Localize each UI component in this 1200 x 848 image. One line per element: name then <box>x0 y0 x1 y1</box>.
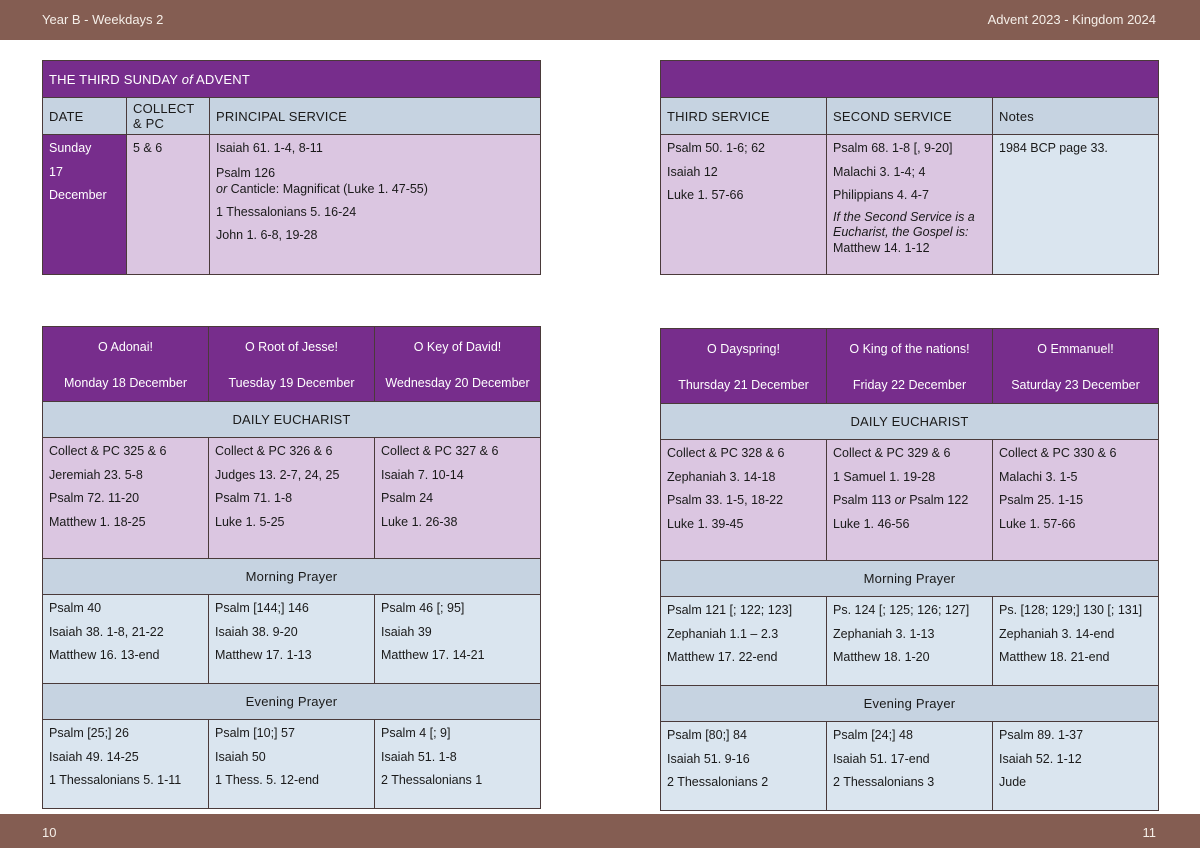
reading-line: Isaiah 51. 17-end <box>833 751 930 766</box>
evening-cell-monday <box>43 720 209 809</box>
second-service-cell <box>827 135 993 275</box>
evening-cell-thursday <box>661 722 827 811</box>
psalm-text: Psalm 113 <box>833 493 895 507</box>
day-header-saturday <box>993 329 1159 404</box>
reading-line: Psalm 46 [; 95] <box>381 601 465 615</box>
reading-line: Collect & PC 330 & 6 <box>999 446 1117 460</box>
day-date: Thursday 21 December <box>678 378 809 392</box>
eucharist-cell-wednesday <box>375 438 541 559</box>
day-header-friday <box>827 329 993 404</box>
sunday-date-cell <box>43 135 127 275</box>
reading-line: Psalm [25;] 26 <box>49 726 129 740</box>
reading-line: Psalm 4 [; 9] <box>381 726 451 740</box>
col-third-service-header: THIRD SERVICE <box>661 98 827 135</box>
note-text: 1984 BCP page 33. <box>999 141 1108 155</box>
day-header-thursday <box>661 329 827 404</box>
footer-band <box>0 814 1200 848</box>
evening-cell-friday <box>827 722 993 811</box>
antiphon: O Dayspring! <box>707 342 780 356</box>
reading-line: Psalm 68. 1-8 [, 9-20] <box>833 141 953 155</box>
col-notes-header: Notes <box>993 98 1159 135</box>
psalm-alt-text: Psalm 122 <box>905 493 969 507</box>
reading-line: Jeremiah 23. 5-8 <box>49 467 143 482</box>
antiphon: O Key of David! <box>413 340 502 354</box>
morning-cell-monday <box>43 595 209 684</box>
date-day: Sunday <box>49 141 92 155</box>
col-second-service-header: SECOND SERVICE <box>827 98 993 135</box>
reading-line: Collect & PC 327 & 6 <box>381 444 499 458</box>
reading-line: Isaiah 7. 10-14 <box>381 467 464 482</box>
reading-line: Zephaniah 3. 14-end <box>999 626 1115 641</box>
evening-prayer-label: Evening Prayer <box>43 684 541 720</box>
page-number-left: 10 <box>42 825 57 840</box>
reading-line: Isaiah 50 <box>215 749 266 764</box>
eucharist-cell-friday <box>827 440 993 561</box>
second-service-note: If the Second Service is a <box>833 209 975 224</box>
reading-line: Isaiah 52. 1-12 <box>999 751 1082 766</box>
reading-line: Isaiah 12 <box>667 164 718 179</box>
reading-line: Psalm [10;] 57 <box>215 726 295 740</box>
col-collect-header-line1: COLLECT <box>133 100 195 116</box>
reading-line: Malachi 3. 1-5 <box>999 469 1078 484</box>
reading-line: Matthew 17. 22-end <box>667 650 778 664</box>
eucharist-cell-saturday <box>993 440 1159 561</box>
reading-line <box>833 489 986 513</box>
reading-line: Luke 1. 57-66 <box>667 188 744 202</box>
daily-eucharist-label: DAILY EUCHARIST <box>43 402 541 438</box>
reading-line: Matthew 17. 1-13 <box>215 648 312 662</box>
reading-line: 2 Thessalonians 2 <box>667 775 769 789</box>
reading-line: Isaiah 38. 1-8, 21-22 <box>49 624 164 639</box>
reading-line: Psalm 121 [; 122; 123] <box>667 603 793 617</box>
evening-cell-tuesday <box>209 720 375 809</box>
reading-line: Psalm 71. 1-8 <box>215 491 293 505</box>
sunday-title-italic: of <box>181 71 193 87</box>
reading-line: Luke 1. 46-56 <box>833 516 910 531</box>
reading-line: Psalm [24;] 48 <box>833 728 913 742</box>
reading-line <box>216 181 534 197</box>
daily-eucharist-label: DAILY EUCHARIST <box>661 404 1159 440</box>
sunday-title-suffix: ADVENT <box>192 71 250 87</box>
morning-prayer-label: Morning Prayer <box>661 561 1159 597</box>
header-left-text: Year B - Weekdays 2 <box>42 12 164 27</box>
date-number: 17 <box>49 164 63 179</box>
evening-cell-saturday <box>993 722 1159 811</box>
day-date: Tuesday 19 December <box>228 376 355 390</box>
or-word: or <box>894 493 906 507</box>
reading-line: Luke 1. 57-66 <box>999 516 1076 531</box>
reading-line: Collect & PC 328 & 6 <box>667 446 785 460</box>
reading-line: John 1. 6-8, 19-28 <box>216 228 318 242</box>
reading-line: Collect & PC 325 & 6 <box>49 444 167 458</box>
reading-line: Luke 1. 5-25 <box>215 514 285 529</box>
morning-cell-saturday <box>993 597 1159 686</box>
reading-line: Malachi 3. 1-4; 4 <box>833 164 926 179</box>
reading-line: Matthew 16. 13-end <box>49 648 160 662</box>
reading-line: 2 Thessalonians 1 <box>381 773 483 787</box>
date-month: December <box>49 188 107 202</box>
reading-line: Zephaniah 3. 14-18 <box>667 469 776 484</box>
reading-line: 1 Thessalonians 5. 16-24 <box>216 204 357 219</box>
reading-line: Isaiah 51. 9-16 <box>667 751 750 766</box>
reading-line: Psalm 89. 1-37 <box>999 728 1084 742</box>
reading-line: Psalm 126 <box>216 165 276 180</box>
reading-line: Zephaniah 1.1 – 2.3 <box>667 626 779 641</box>
day-header-monday <box>43 327 209 402</box>
reading-line: 1 Samuel 1. 19-28 <box>833 469 936 484</box>
reading-line: Matthew 18. 1-20 <box>833 650 930 664</box>
gospel-reading: Matthew 14. 1-12 <box>833 240 930 255</box>
antiphon: O King of the nations! <box>849 342 970 356</box>
second-service-note: Eucharist, the Gospel is: <box>833 225 969 239</box>
weekdays-right-table <box>660 328 1159 811</box>
sunday-title-prefix: THE THIRD SUNDAY <box>49 71 182 87</box>
day-date: Monday 18 December <box>64 376 187 390</box>
reading-line: Jude <box>999 775 1027 789</box>
reading-line: Psalm 40 <box>49 601 102 615</box>
or-word: or <box>216 181 228 196</box>
reading-line: 1 Thess. 5. 12-end <box>215 773 320 787</box>
reading-line: Matthew 1. 18-25 <box>49 514 146 529</box>
col-date-header: DATE <box>43 98 127 135</box>
reading-line: Psalm 25. 1-15 <box>999 493 1084 507</box>
reading-line: Psalm [144;] 146 <box>215 601 309 615</box>
reading-line: Judges 13. 2-7, 24, 25 <box>215 467 340 482</box>
sunday-right-title-bar <box>661 61 1159 98</box>
reading-line: Psalm 24 <box>381 491 434 505</box>
sunday-principal-table <box>42 60 541 275</box>
reading-line: Isaiah 61. 1-4, 8-11 <box>216 141 323 155</box>
morning-cell-tuesday <box>209 595 375 684</box>
morning-prayer-label: Morning Prayer <box>43 559 541 595</box>
day-header-wednesday <box>375 327 541 402</box>
collect-value: 5 & 6 <box>133 141 163 155</box>
day-header-tuesday <box>209 327 375 402</box>
day-date: Friday 22 December <box>852 378 967 392</box>
antiphon: O Adonai! <box>98 340 153 354</box>
eucharist-cell-monday <box>43 438 209 559</box>
antiphon: O Root of Jesse! <box>244 340 339 354</box>
eucharist-cell-thursday <box>661 440 827 561</box>
col-collect-header-line2: & PC <box>133 116 165 131</box>
morning-cell-thursday <box>661 597 827 686</box>
reading-line: Isaiah 39 <box>381 624 432 639</box>
reading-line: Matthew 17. 14-21 <box>381 648 485 662</box>
third-service-cell <box>661 135 827 275</box>
weekdays-left-table <box>42 326 541 809</box>
reading-line: 2 Thessalonians 3 <box>833 775 935 789</box>
sunday-title <box>43 61 541 98</box>
day-date: Wednesday 20 December <box>385 376 530 390</box>
reading-line: Isaiah 51. 1-8 <box>381 749 457 764</box>
reading-line: Isaiah 38. 9-20 <box>215 624 298 639</box>
reading-line: Philippians 4. 4-7 <box>833 188 929 202</box>
col-collect-header <box>127 98 210 135</box>
reading-line: Luke 1. 39-45 <box>667 516 744 531</box>
reading-line: Psalm 50. 1-6; 62 <box>667 141 765 155</box>
reading-line: Isaiah 49. 14-25 <box>49 749 139 764</box>
evening-cell-wednesday <box>375 720 541 809</box>
day-date: Saturday 23 December <box>1011 378 1140 392</box>
reading-line: Collect & PC 329 & 6 <box>833 446 951 460</box>
notes-cell <box>993 135 1159 275</box>
reading-line: Ps. [128; 129;] 130 [; 131] <box>999 603 1143 617</box>
sunday-collect-cell <box>127 135 210 275</box>
morning-cell-friday <box>827 597 993 686</box>
reading-line: Matthew 18. 21-end <box>999 650 1110 664</box>
reading-line: Ps. 124 [; 125; 126; 127] <box>833 603 970 617</box>
antiphon: O Emmanuel! <box>1037 342 1114 356</box>
reading-line: Luke 1. 26-38 <box>381 514 458 529</box>
reading-line: Zephaniah 3. 1-13 <box>833 626 935 641</box>
reading-line: Psalm 33. 1-5, 18-22 <box>667 493 784 507</box>
principal-service-cell <box>210 135 541 275</box>
page-number-right: 11 <box>1142 825 1156 840</box>
reading-line: Collect & PC 326 & 6 <box>215 444 333 458</box>
reading-line: Psalm [80;] 84 <box>667 728 747 742</box>
canticle-text: Canticle: Magnificat (Luke 1. 47-55) <box>227 181 428 196</box>
reading-line: Psalm 72. 11-20 <box>49 491 140 505</box>
col-principal-header: PRINCIPAL SERVICE <box>210 98 541 135</box>
header-band <box>0 0 1200 40</box>
morning-cell-wednesday <box>375 595 541 684</box>
eucharist-cell-tuesday <box>209 438 375 559</box>
reading-line: 1 Thessalonians 5. 1-11 <box>49 773 182 787</box>
sunday-other-services-table <box>660 60 1159 275</box>
evening-prayer-label: Evening Prayer <box>661 686 1159 722</box>
header-right-text: Advent 2023 - Kingdom 2024 <box>987 12 1156 27</box>
